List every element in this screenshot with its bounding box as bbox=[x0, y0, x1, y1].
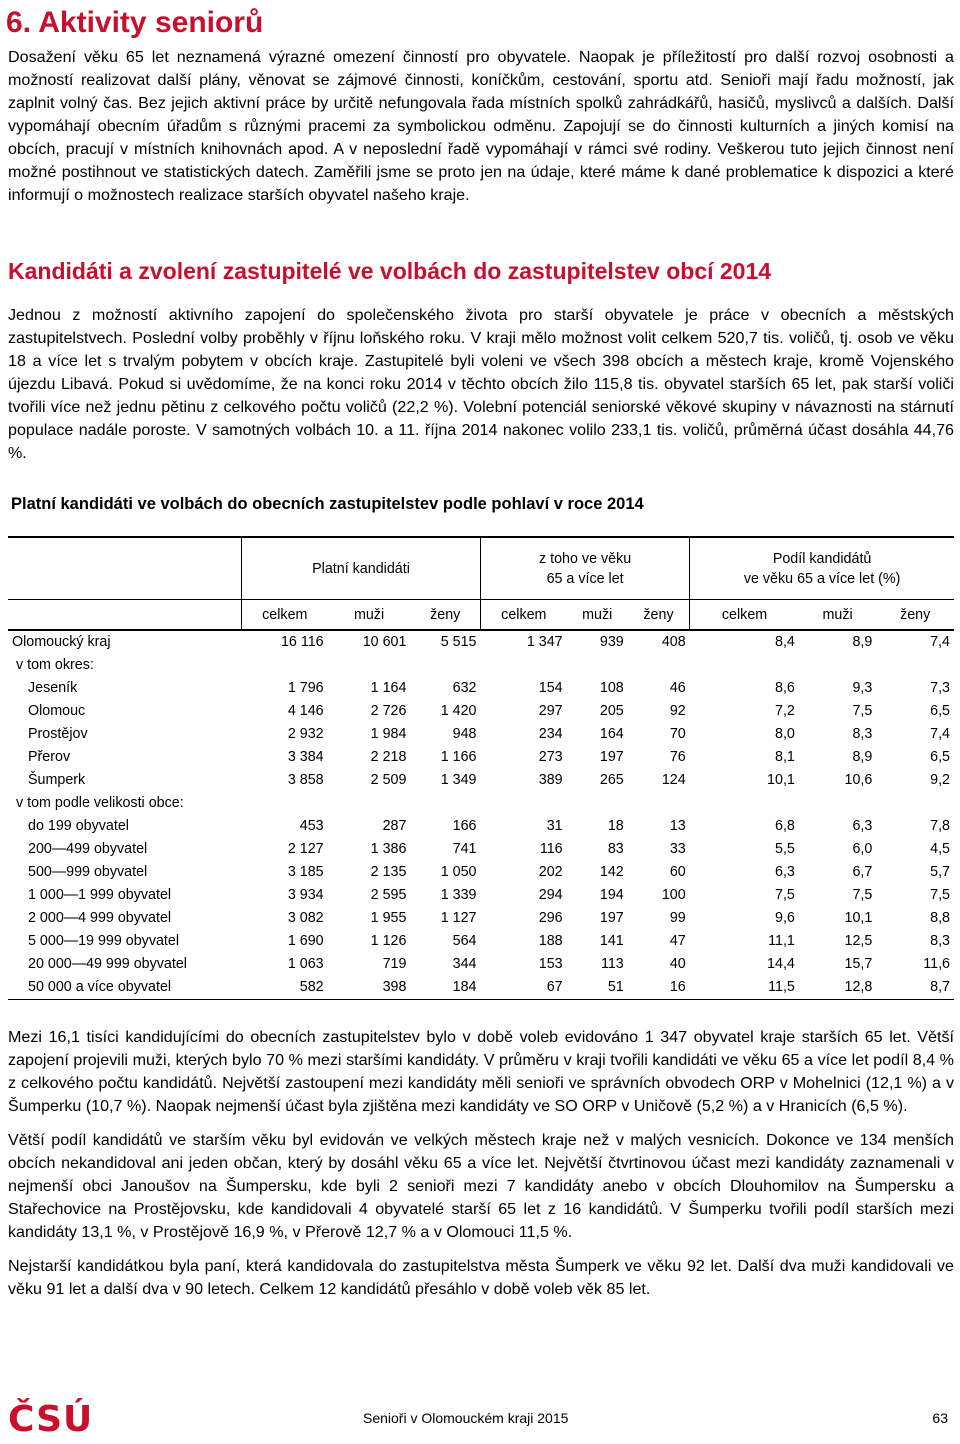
table-cell: 9,3 bbox=[852, 680, 873, 696]
table-cell: 8,1 bbox=[775, 749, 795, 765]
sub-header: muži bbox=[328, 600, 411, 631]
table-cell: 564 bbox=[452, 933, 477, 949]
table-cell: 9,6 bbox=[775, 910, 795, 926]
table-cell: 116 bbox=[539, 841, 563, 857]
table-cell: 7,5 bbox=[852, 703, 873, 719]
table-cell: 31 bbox=[546, 818, 563, 834]
table-cell: 11,6 bbox=[923, 956, 950, 972]
table-cell: 7,4 bbox=[930, 726, 950, 742]
table-cell: 6,5 bbox=[930, 749, 950, 765]
table-cell bbox=[410, 792, 480, 815]
row-label: v tom okres: bbox=[16, 657, 94, 673]
intro-paragraph: Dosažení věku 65 let neznamená výrazné omezení činností pro obyvatele. Naopak je příležitostí pro další rozvoj osobnosti a možností realizovat další plány, věnovat se zájmové činnosti, koníčkům, cestování, sportu atd. Senioři mají řadu možností, jak zaplnit volný čas. Bez jejich aktivní práce by určitě nefungovala řada místních spolků zahrádkářů, hasičů, myslivců a dalších. Další vypomáhají obecním úřadům s různými pracemi za symbolickou odměnu. Zapojují se do činnosti kulturních a jiných komisí na obcích, pracují v místních knihovnách apod. A v neposlední řadě vypomáhají v rámci své rodiny. Veškerou tuto jejich činnost není možné postihnout ve statistických datech. Zaměřili jsme se proto jen na údaje, které máme k dané problematice k dispozici a které informují o možnostech realizace starších obyvatel našeho kraje. bbox=[8, 48, 954, 204]
table-cell: 9,2 bbox=[930, 772, 950, 788]
table-cell bbox=[242, 654, 328, 677]
table-cell: 8,0 bbox=[775, 726, 795, 742]
sub-header: ženy bbox=[410, 600, 480, 631]
table-cell: 197 bbox=[599, 910, 624, 926]
table-cell: 15,7 bbox=[844, 956, 873, 972]
table-row bbox=[8, 953, 954, 976]
table-cell: 99 bbox=[669, 910, 686, 926]
table-cell: 202 bbox=[538, 864, 563, 880]
table-cell: 141 bbox=[599, 933, 624, 949]
table-cell: 6,3 bbox=[852, 818, 873, 834]
group-header-line: 65 a více let bbox=[546, 570, 624, 587]
table-row bbox=[8, 769, 954, 792]
page-title: 6. Aktivity seniorů bbox=[6, 6, 264, 39]
row-label: Olomoucký kraj bbox=[12, 634, 111, 650]
group-header: Platní kandidáti bbox=[242, 537, 481, 600]
table-cell: 108 bbox=[599, 680, 624, 696]
sub-header: celkem bbox=[242, 600, 328, 631]
row-label: 50 000 a více obyvatel bbox=[8, 976, 242, 1000]
table-cell: 7,4 bbox=[930, 634, 950, 650]
table-cell: 3 384 bbox=[287, 749, 324, 765]
table-cell: 1 166 bbox=[440, 749, 477, 765]
header-empty-cell bbox=[8, 537, 242, 600]
table-cell: 14,4 bbox=[767, 956, 795, 972]
table-cell: 4,5 bbox=[930, 841, 950, 857]
table-cell: 194 bbox=[599, 887, 624, 903]
table-cell: 1 127 bbox=[440, 910, 477, 926]
table-cell: 8,8 bbox=[930, 910, 950, 926]
table-cell: 2 218 bbox=[370, 749, 407, 765]
row-label: Jeseník bbox=[28, 680, 78, 696]
table-cell: 7,5 bbox=[852, 887, 873, 903]
table-row bbox=[8, 630, 954, 654]
table-cell bbox=[567, 792, 628, 815]
row-label: 20 000—49 999 obyvatel bbox=[28, 956, 187, 972]
table-cell: 8,9 bbox=[852, 634, 873, 650]
row-label: Prostějov bbox=[28, 726, 88, 742]
table-cell: 7,3 bbox=[930, 680, 950, 696]
table-cell bbox=[690, 654, 799, 677]
table-cell: 188 bbox=[538, 933, 563, 949]
table-cell: 1 690 bbox=[287, 933, 324, 949]
table-cell: 273 bbox=[538, 749, 563, 765]
table-cell: 741 bbox=[452, 841, 477, 857]
table-cell: 197 bbox=[599, 749, 624, 765]
table-cell: 1 984 bbox=[370, 726, 407, 742]
row-label: 500—999 obyvatel bbox=[28, 864, 148, 880]
table-row bbox=[8, 930, 954, 953]
table-cell: 948 bbox=[452, 726, 477, 742]
elections-paragraph: Jednou z možností aktivního zapojení do společenského života pro starší obyvatele je práce v obecních a městských zastupitelstvech. Poslední volby proběhly v říjnu loňského roku. V kraji mělo možnost volit celkem 520,7 tis. voličů, tj. osob ve věku 18 a více let s trvalým pobytem v obcích kraje. Zastupitelé byli voleni ve všech 398 obcích a městech kraje, kromě Vojenského újezdu Libavá. Pokud si uvědomíme, že na konci roku 2014 v těchto obcích žilo 115,8 tis. obyvatel starších 65 let, pak starší voliči tvořili více než jednu pětinu z celkového počtu voličů (22,2 %). Volební potenciál seniorské věkové skupiny v návaznosti na stárnutí populace nadále poroste. V samotných volbách 10. a 11. října 2014 nakonec volilo 233,1 tis. voličů, průměrná účast dosáhla 44,76 %. bbox=[8, 306, 954, 462]
table-title: Platní kandidáti ve volbách do obecních zastupitelstev podle pohlaví v roce 2014 bbox=[11, 495, 644, 513]
table-cell: 234 bbox=[538, 726, 563, 742]
group-header bbox=[481, 537, 690, 600]
table-cell: 5 515 bbox=[440, 634, 477, 650]
table-cell: 8,3 bbox=[930, 933, 950, 949]
table-cell: 3 934 bbox=[287, 887, 324, 903]
table-cell: 142 bbox=[599, 864, 624, 880]
table-cell: 164 bbox=[599, 726, 624, 742]
table-cell bbox=[799, 792, 876, 815]
group-header-line: ve věku 65 a více let (%) bbox=[743, 570, 901, 587]
page-number: 63 bbox=[932, 1410, 948, 1426]
table-cell: 92 bbox=[669, 703, 686, 719]
table-cell: 70 bbox=[669, 726, 686, 742]
table-row bbox=[8, 746, 954, 769]
table-cell bbox=[628, 792, 690, 815]
table-cell: 632 bbox=[452, 680, 477, 696]
table-cell: 6,0 bbox=[852, 841, 873, 857]
sub-header: ženy bbox=[876, 600, 954, 631]
table-cell: 8,7 bbox=[876, 976, 954, 1000]
table-cell: 2 932 bbox=[287, 726, 324, 742]
sub-header: celkem bbox=[690, 600, 799, 631]
table-row bbox=[8, 815, 954, 838]
table-cell: 10,1 bbox=[767, 772, 795, 788]
header-empty-cell bbox=[8, 600, 242, 631]
table-cell bbox=[410, 654, 480, 677]
table-cell: 1 063 bbox=[287, 956, 324, 972]
table-cell: 8,4 bbox=[775, 634, 795, 650]
csu-logo: ČSÚ bbox=[8, 1399, 94, 1440]
candidates-table bbox=[8, 536, 954, 1000]
row-label: v tom podle velikosti obce: bbox=[16, 795, 184, 811]
table-cell bbox=[876, 654, 954, 677]
table-cell: 154 bbox=[538, 680, 563, 696]
table-cell: 1 796 bbox=[287, 680, 324, 696]
table-row bbox=[8, 654, 954, 677]
section-title: Kandidáti a zvolení zastupitelé ve volbách do zastupitelstev obcí 2014 bbox=[8, 258, 772, 284]
table-cell: 16 bbox=[628, 976, 690, 1000]
table-cell bbox=[799, 654, 876, 677]
table-row bbox=[8, 884, 954, 907]
table-cell: 113 bbox=[600, 956, 624, 972]
sub-header: muži bbox=[567, 600, 628, 631]
group-header bbox=[690, 537, 954, 600]
table-cell: 8,9 bbox=[852, 749, 873, 765]
table-cell: 166 bbox=[452, 818, 477, 834]
table-cell: 47 bbox=[669, 933, 686, 949]
table-cell: 12,5 bbox=[844, 933, 873, 949]
table-cell: 7,2 bbox=[775, 703, 795, 719]
table-row bbox=[8, 723, 954, 746]
table-cell: 2 509 bbox=[370, 772, 407, 788]
table-cell: 76 bbox=[669, 749, 686, 765]
table-cell: 296 bbox=[538, 910, 563, 926]
table-cell: 1 050 bbox=[440, 864, 477, 880]
table-cell: 8,3 bbox=[852, 726, 873, 742]
table-cell: 297 bbox=[538, 703, 563, 719]
table-cell: 2 127 bbox=[287, 841, 324, 857]
table-row bbox=[8, 792, 954, 815]
table-cell: 100 bbox=[661, 887, 686, 903]
table-cell: 5,7 bbox=[930, 864, 950, 880]
table-cell: 40 bbox=[669, 956, 686, 972]
table-cell: 11,5 bbox=[690, 976, 799, 1000]
table-cell: 1 347 bbox=[526, 634, 563, 650]
table-cell: 453 bbox=[299, 818, 324, 834]
table-cell: 10,6 bbox=[844, 772, 873, 788]
sub-header: celkem bbox=[481, 600, 567, 631]
table-cell: 67 bbox=[481, 976, 567, 1000]
table-cell: 83 bbox=[607, 841, 624, 857]
table-cell: 10 601 bbox=[362, 634, 407, 650]
table-cell: 8,6 bbox=[775, 680, 795, 696]
table-cell: 18 bbox=[607, 818, 624, 834]
table-sub-header-row bbox=[8, 600, 954, 631]
sub-header: muži bbox=[799, 600, 876, 631]
oldest-paragraph: Nejstarší kandidátkou byla paní, která kandidovala do zastupitelstva města Šumperk ve věku 92 let. Další dva muži kandidovali ve věku 91 let a další dva v 90 letech. Celkem 12 kandidátů přesáhlo v době voleb věk 85 let. bbox=[8, 1257, 954, 1298]
table-cell: 33 bbox=[669, 841, 686, 857]
table-cell bbox=[567, 654, 628, 677]
table-cell: 153 bbox=[538, 956, 563, 972]
row-label: 2 000—4 999 obyvatel bbox=[28, 910, 172, 926]
table-cell: 205 bbox=[599, 703, 624, 719]
table-cell: 13 bbox=[669, 818, 686, 834]
table-cell: 10,1 bbox=[844, 910, 873, 926]
table-cell bbox=[481, 792, 567, 815]
table-cell: 6,3 bbox=[775, 864, 795, 880]
table-cell: 719 bbox=[382, 956, 407, 972]
table-cell: 1 420 bbox=[440, 703, 477, 719]
row-label: 200—499 obyvatel bbox=[28, 841, 148, 857]
table-row bbox=[8, 976, 954, 1000]
table-cell: 1 339 bbox=[440, 887, 477, 903]
table-cell: 12,8 bbox=[799, 976, 876, 1000]
table-cell: 1 386 bbox=[370, 841, 407, 857]
table-row bbox=[8, 861, 954, 884]
table-cell: 287 bbox=[382, 818, 407, 834]
table-cell bbox=[242, 792, 328, 815]
sub-header: ženy bbox=[628, 600, 690, 631]
table-cell bbox=[628, 654, 690, 677]
row-label: do 199 obyvatel bbox=[28, 818, 129, 834]
table-cell: 398 bbox=[328, 976, 411, 1000]
table-cell: 60 bbox=[669, 864, 686, 880]
table-cell: 1 126 bbox=[370, 933, 407, 949]
table-cell bbox=[481, 654, 567, 677]
table-cell: 5,5 bbox=[775, 841, 795, 857]
table-cell: 2 726 bbox=[370, 703, 407, 719]
row-label: Olomouc bbox=[28, 703, 86, 719]
table-cell: 7,5 bbox=[930, 887, 950, 903]
table-cell: 1 349 bbox=[440, 772, 477, 788]
table-group-header-row bbox=[8, 537, 954, 600]
table-row bbox=[8, 838, 954, 861]
table-cell bbox=[328, 654, 411, 677]
table-cell: 408 bbox=[661, 634, 686, 650]
table-row bbox=[8, 677, 954, 700]
row-label: Přerov bbox=[28, 749, 71, 765]
table-cell: 184 bbox=[410, 976, 480, 1000]
table-cell: 3 185 bbox=[287, 864, 324, 880]
page bbox=[8, 0, 954, 1301]
group-header-line: z toho ve věku bbox=[539, 550, 632, 567]
table-cell: 344 bbox=[452, 956, 477, 972]
row-label: 1 000—1 999 obyvatel bbox=[28, 887, 172, 903]
table-cell: 1 164 bbox=[370, 680, 407, 696]
table-cell: 4 146 bbox=[287, 703, 324, 719]
table-cell: 51 bbox=[567, 976, 628, 1000]
table-cell: 6,5 bbox=[930, 703, 950, 719]
footer bbox=[0, 1396, 960, 1444]
table-body bbox=[8, 630, 954, 1000]
table-row bbox=[8, 700, 954, 723]
table-cell: 16 116 bbox=[280, 634, 324, 650]
table-cell: 582 bbox=[242, 976, 328, 1000]
table-cell: 939 bbox=[599, 634, 624, 650]
footer-text: Senioři v Olomouckém kraji 2015 bbox=[363, 1410, 569, 1426]
table-cell: 11,1 bbox=[768, 933, 795, 949]
row-label: 5 000—19 999 obyvatel bbox=[28, 933, 180, 949]
table-row bbox=[8, 907, 954, 930]
table-cell: 265 bbox=[599, 772, 624, 788]
table-cell: 2 135 bbox=[370, 864, 407, 880]
table-cell: 1 955 bbox=[370, 910, 407, 926]
table-cell: 7,5 bbox=[775, 887, 795, 903]
table-cell: 2 595 bbox=[370, 887, 407, 903]
row-label: Šumperk bbox=[28, 772, 86, 788]
table-cell: 46 bbox=[669, 680, 686, 696]
table-cell: 6,7 bbox=[852, 864, 873, 880]
table-cell: 389 bbox=[538, 772, 563, 788]
table-cell: 3 082 bbox=[287, 910, 324, 926]
table-cell bbox=[328, 792, 411, 815]
table-cell bbox=[876, 792, 954, 815]
table-cell: 124 bbox=[661, 772, 686, 788]
size-paragraph: Větší podíl kandidátů ve starším věku byl evidován ve velkých městech kraje než v malých vesnicích. Dokonce ve 134 menších obcích nekandidoval ani jeden občan, který by dosáhl věku 65 a více let. Největší čtvrtinovou účast mezi kandidáty zaznamenali v nejmenší obci Janoušov na Šumpersku, kde byli 2 senioři mezi 7 kandidáty anebo v obcích Dlouhomilov na Šumpersku a Stařechovice na Prostějovsku, kde kandidovali 4 obyvatelé starší 65 let z 16 kandidátů. V Šumperku tvořili podíl starších mezi kandidáty 13,1 %, v Prostějově 16,9 %, v Přerově 12,7 % a v Olomouci 11,5 %. bbox=[8, 1131, 954, 1241]
table-cell: 6,8 bbox=[775, 818, 795, 834]
table-cell: 294 bbox=[538, 887, 563, 903]
table-cell: 3 858 bbox=[287, 772, 324, 788]
group-header-line: Podíl kandidátů bbox=[772, 550, 872, 567]
analysis-paragraph: Mezi 16,1 tisíci kandidujícími do obecních zastupitelstev bylo v době voleb evidováno 1 347 obyvatel kraje starších 65 let. Větší zapojení projevili muži, kterých bylo 70 % mezi staršími kandidáty. V průměru v kraji tvořili kandidáti ve věku 65 a více let podíl 8,4 % z celkového počtu kandidátů. Největší zastoupení mezi kandidáty měli senioři ve správních obvodech ORP v Mohelnici (12,1 %) a v Šumperku (10,7 %). Naopak nejmenší účast byla zjištěna mezi kandidáty ve SO ORP v Uničově (5,2 %) a v Hranicích (6,5 %). bbox=[8, 1028, 954, 1115]
table-cell: 7,8 bbox=[930, 818, 950, 834]
table-cell bbox=[690, 792, 799, 815]
